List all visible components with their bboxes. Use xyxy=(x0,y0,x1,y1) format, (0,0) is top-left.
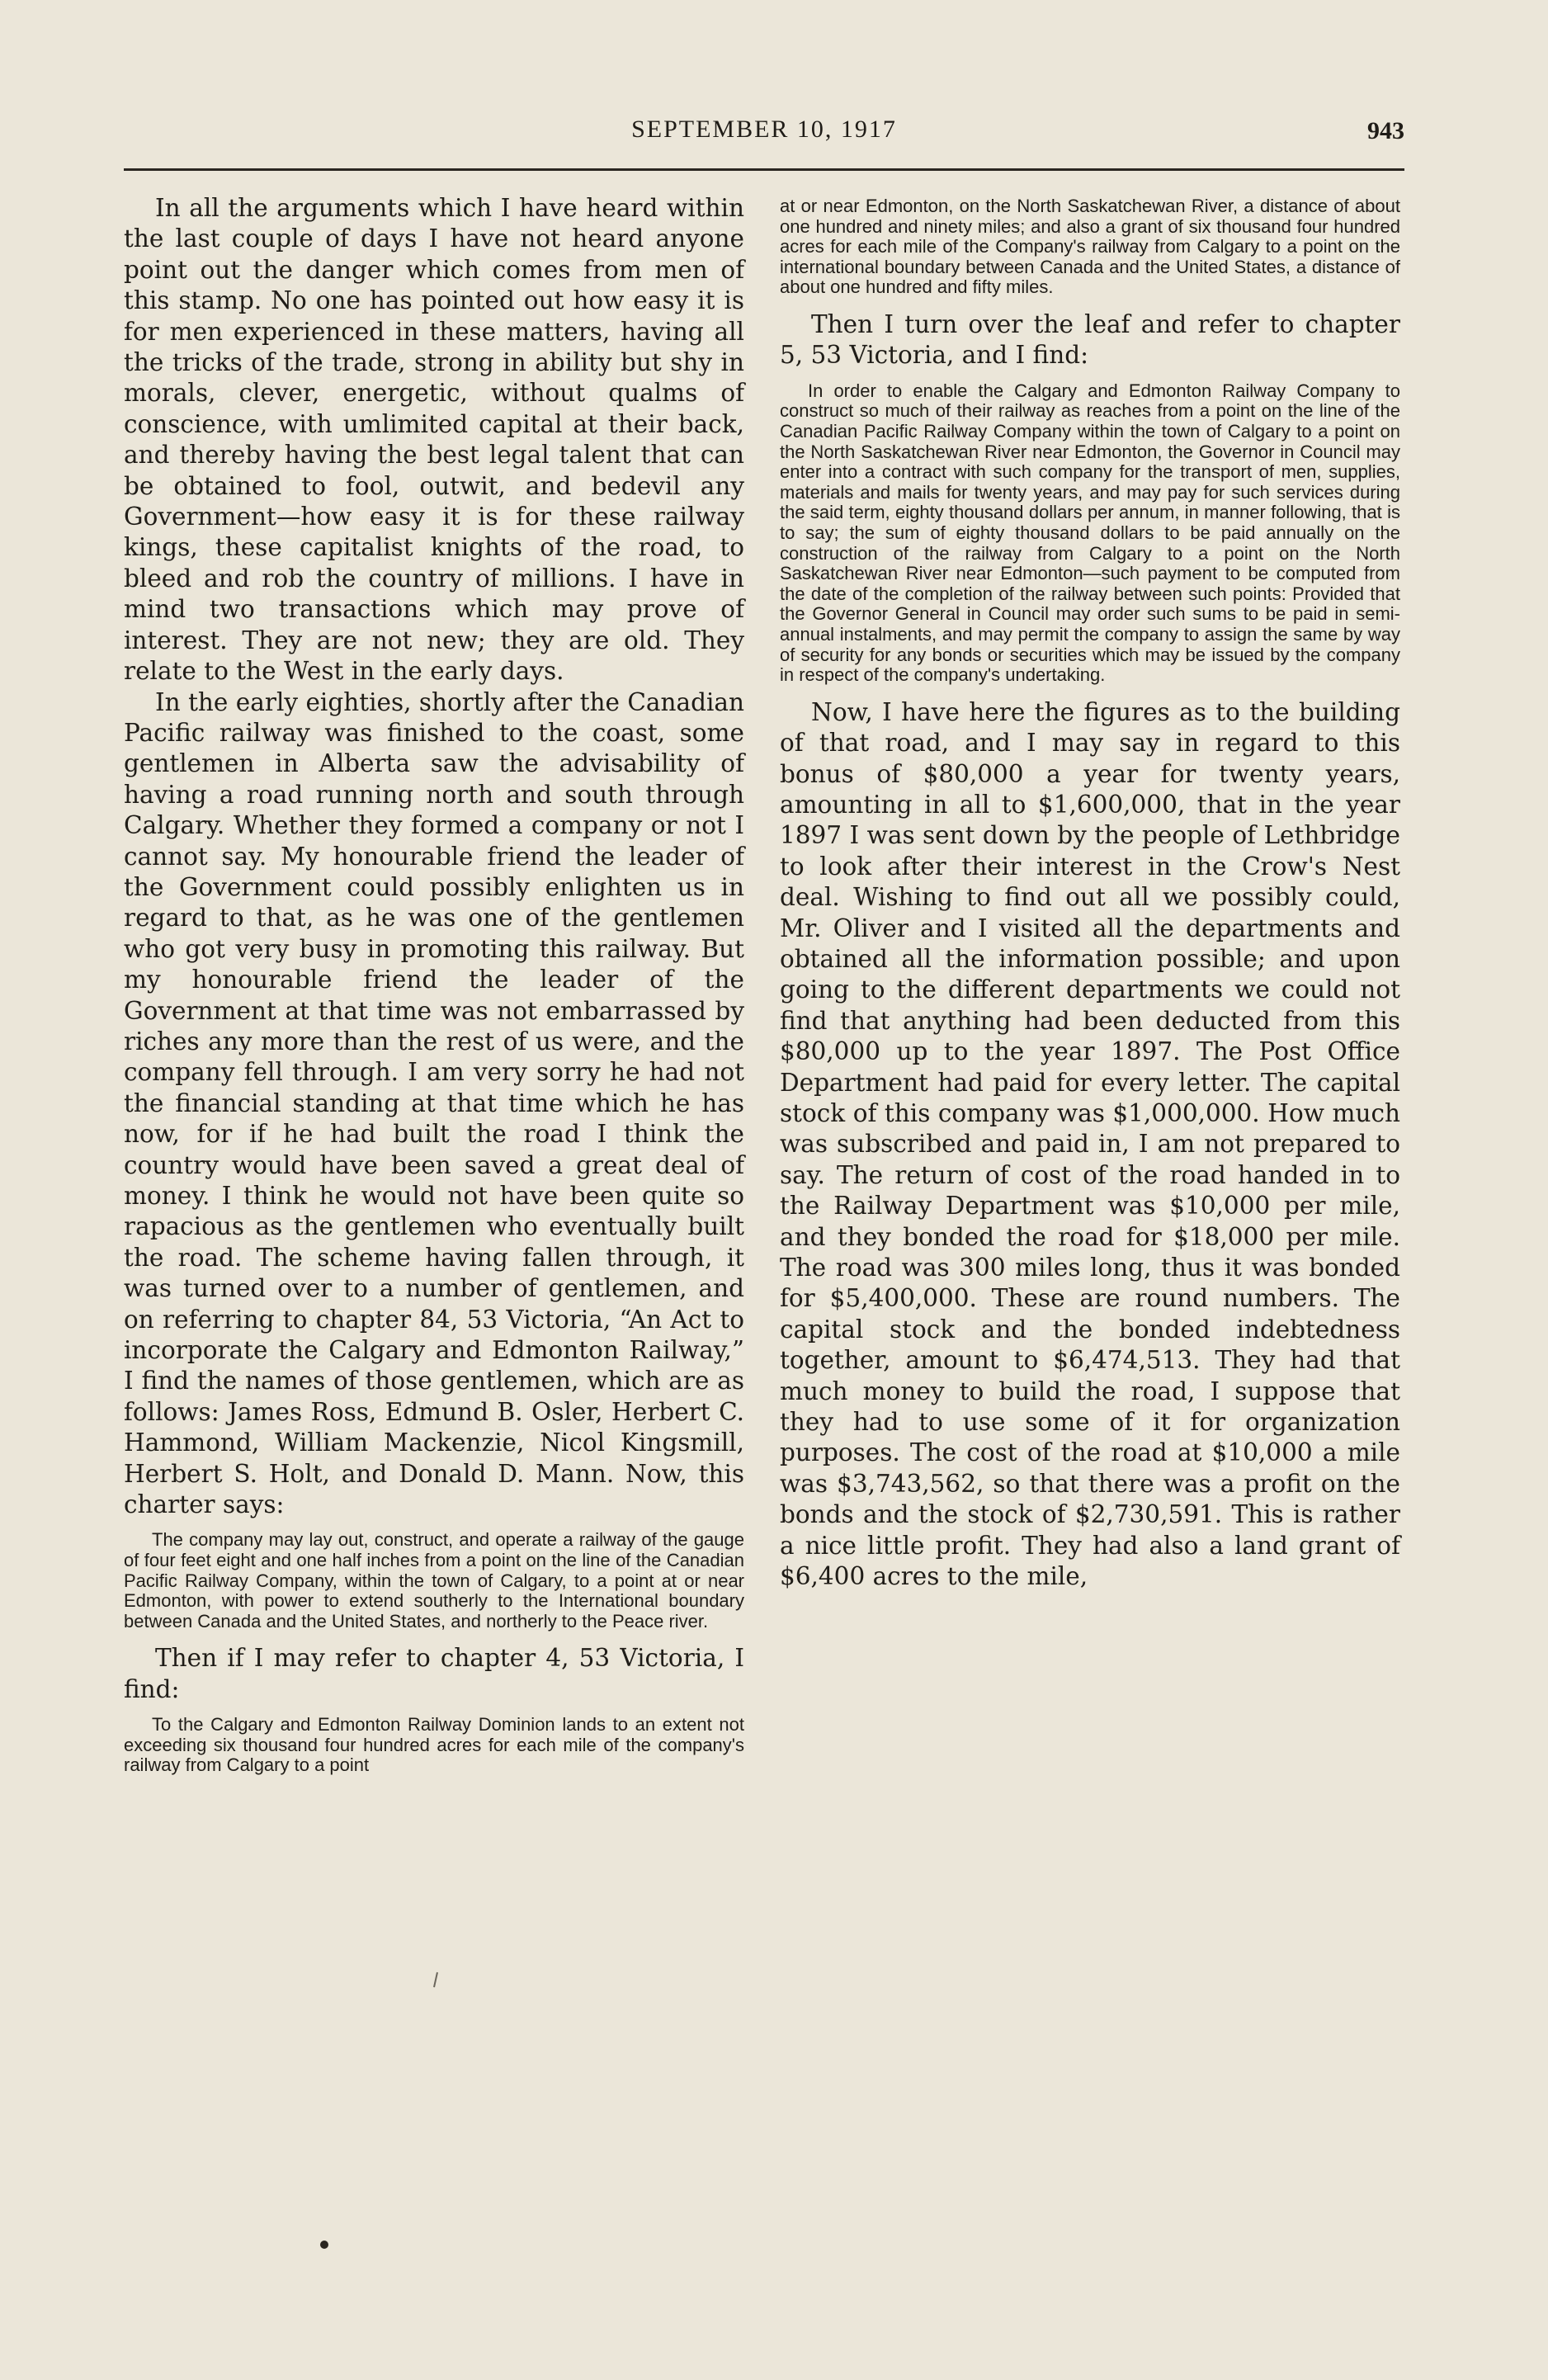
quote-subsidy-contract: In order to enable the Calgary and Edmonton Railway Company to construct so much of their railway as reaches from a point on the line of the Canadian Pacific Railway Company within the town of Calgary to a point on the North Saskatchewan River near Edmonton, the Governor in Council may enter into a contract with such company for the transport of men, supplies, materials and mails for twenty years, and may pay for such services during the said term, eighty thousand dollars per annum, in manner following, that is to say; the sum of eighty thousand dollars to be paid annually on the construction of the railway from Calgary to a point on the North Saskatchewan River near Edmonton—such payment to be computed from the date of the completion of the railway between such points: Provided that the Governor General in Council may order such sums to be paid in semi-annual instalments, and may permit the company to assign the same by way of security for any bonds or securities which may be issued by the company in respect of the company's undertaking. xyxy=(780,380,1400,686)
paragraph-early-eighties: In the early eighties, shortly after the Canadian Pacific railway was finished to the coast, some gentlemen in Alberta saw the advisability of having a road running north and south through Calgary. Whether they formed a company or not I cannot say. My honourable friend the leader of the Government could possibly enlighten us in regard to that, as he was one of the gentlemen who got very busy in promoting this railway. But my honourable friend the leader of the Government at that time was not embarrassed by riches any more than the rest of us were, and the company fell through. I am very sorry he had not the financial standing at that time which he has now, for if he had built the road I think the country would have been saved a great deal of money. I think he would not have been quite so rapacious as the gentlemen who eventually built the road. The scheme having fallen through, it was turned over to a number of gentlemen, and on referring to chapter 84, 53 Victoria, “An Act to incorporate the Calgary and Edmonton Railway,” I find the names of those gentlemen, which are as follows: James Ross, Edmund B. Osler, Herbert C. Hammond, William Mackenzie, Nicol Kingsmill, Herbert S. Holt, and Donald D. Mann. Now, this charter says: xyxy=(124,687,744,1519)
paragraph-arguments: In all the arguments which I have heard within the last couple of days I have not heard anyone point out the danger which comes from men of this stamp. No one has pointed out how easy it is for men experienced in these matters, having all the tricks of the trade, strong in ability but shy in morals, clever, energetic, without qualms of conscience, with umlimited capital at their back, and thereby having the best legal talent that can be obtained to fool, outwit, and bedevil any Government—how easy it is for these railway kings, these capitalist knights of the road, to bleed and rob the country of millions. I have in mind two transactions which may prove of interest. They are not new; they are old. They relate to the West in the early days. xyxy=(124,194,744,686)
ink-speck xyxy=(320,2241,328,2249)
page-header xyxy=(124,116,1404,153)
paragraph-chapter-4: Then if I may refer to chapter 4, 53 Victoria, I find: xyxy=(124,1644,744,1703)
header-rule xyxy=(124,168,1404,171)
paragraph-chapter-5: Then I turn over the leaf and refer to chapter 5, 53 Victoria, and I find: xyxy=(780,309,1400,370)
left-column xyxy=(124,193,744,1787)
quote-charter: The company may lay out, construct, and operate a railway of the gauge of four feet eight and one half inches from a point on the line of the Canadian Pacific Railway Company, within the town of Calgary, to a point at or near Edmonton, with power to extend southerly to the International boundary between Canada and the United States, and northerly to the Peace river. xyxy=(124,1529,744,1632)
right-column xyxy=(780,193,1400,1592)
quote-land-grant-continued: at or near Edmonton, on the North Saskatchewan River, a distance of about one hundred and ninety miles; and also a grant of six thousand four hundred acres for each mile of the Company's railway from Calgary to a point on the international boundary between Canada and the United States, a distance of about one hundred and fifty miles. xyxy=(780,196,1400,298)
pencil-mark xyxy=(434,1972,437,1987)
quote-land-grant: To the Calgary and Edmonton Railway Dominion lands to an extent not exceeding six thousand four hundred acres for each mile of the company's railway from Calgary to a point xyxy=(124,1714,744,1776)
paragraph-figures: Now, I have here the figures as to the building of that road, and I may say in regard to this bonus of $80,000 a year for twenty years, amounting in all to $1,600,000, that in the year 1897 I was sent down by the people of Lethbridge to look after their interest in the Crow's Nest deal. Wishing to find out all we possibly could, Mr. Oliver and I visited all the departments and obtained all the information possible; and upon going to the different departments we could not find that anything had been deducted from this $80,000 up to the year 1897. The Post Office Department had paid for every letter. The capital stock of this company was $1,000,000. How much was subscribed and paid in, I am not prepared to say. The return of cost of the road handed in to the Railway Department was $10,000 per mile, and they bonded the road for $18,000 per mile. The road was 300 miles long, thus it was bonded for $5,400,000. These are round numbers. The capital stock and the bonded indebtedness together, amount to $6,474,513. They had that much money to build the road, I suppose that they had to use some of it for organization purposes. The cost of the road at $10,000 a mile was $3,743,562, so that there was a profit on the bonds and the stock of $2,730,591. This is rather a nice little profit. They had also a land grant of $6,400 acres to the mile, xyxy=(780,697,1400,1591)
header-date: SEPTEMBER 10, 1917 xyxy=(631,116,897,143)
page-number: 943 xyxy=(1367,117,1404,144)
